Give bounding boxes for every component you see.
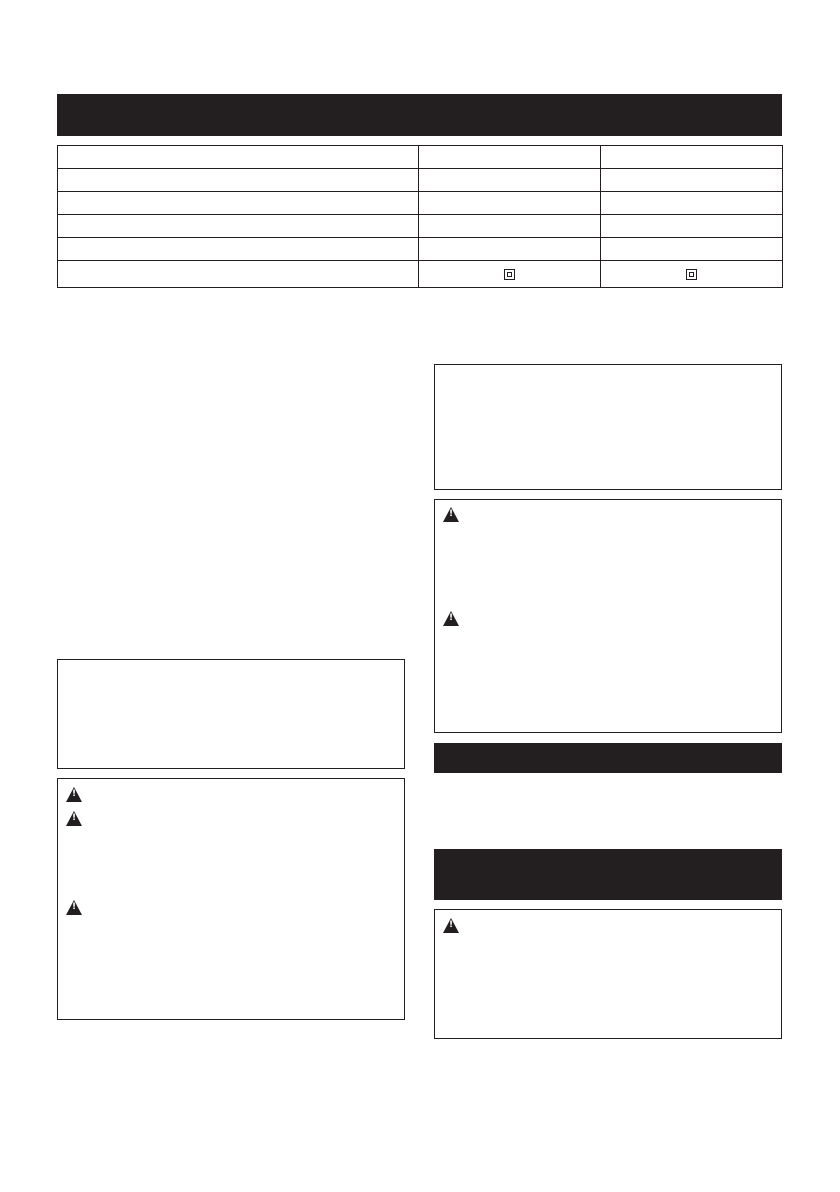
specifications-table — [57, 145, 783, 288]
table-cell — [419, 192, 601, 215]
specifications-header-text — [57, 94, 782, 106]
warning-triangle-icon — [66, 900, 82, 915]
warning-triangle-icon — [66, 787, 82, 802]
table-cell — [58, 146, 419, 169]
table-row — [58, 169, 783, 192]
table-row — [58, 261, 783, 288]
table-cell — [601, 169, 783, 192]
warning-box — [57, 778, 405, 1020]
warning-triangle-icon — [443, 507, 459, 522]
table-cell — [601, 238, 783, 261]
table-cell — [601, 261, 783, 288]
warning-box — [434, 499, 782, 733]
warning-box — [434, 909, 782, 1039]
table-cell — [58, 215, 419, 238]
note-box — [434, 364, 782, 490]
section-heading-block — [434, 849, 782, 900]
class-ii-double-square-icon — [504, 269, 515, 280]
table-row — [58, 238, 783, 261]
table-cell — [419, 169, 601, 192]
table-cell — [58, 261, 419, 288]
table-row — [58, 146, 783, 169]
table-cell — [601, 146, 783, 169]
table-cell — [601, 192, 783, 215]
specifications-header-bar — [57, 94, 782, 136]
class-ii-double-square-icon — [686, 269, 697, 280]
section-heading-text — [434, 743, 782, 755]
table-row — [58, 215, 783, 238]
table-cell — [419, 261, 601, 288]
table-cell — [58, 169, 419, 192]
note-box — [57, 659, 405, 769]
table-cell — [58, 238, 419, 261]
table-cell — [58, 192, 419, 215]
section-heading-bar — [434, 743, 782, 773]
table-cell — [419, 146, 601, 169]
warning-triangle-icon — [443, 918, 459, 933]
table-cell — [419, 215, 601, 238]
warning-triangle-icon — [66, 811, 82, 826]
table-row — [58, 192, 783, 215]
table-cell — [601, 215, 783, 238]
section-heading-block-text — [434, 849, 782, 861]
table-cell — [419, 238, 601, 261]
warning-triangle-icon — [443, 611, 459, 626]
